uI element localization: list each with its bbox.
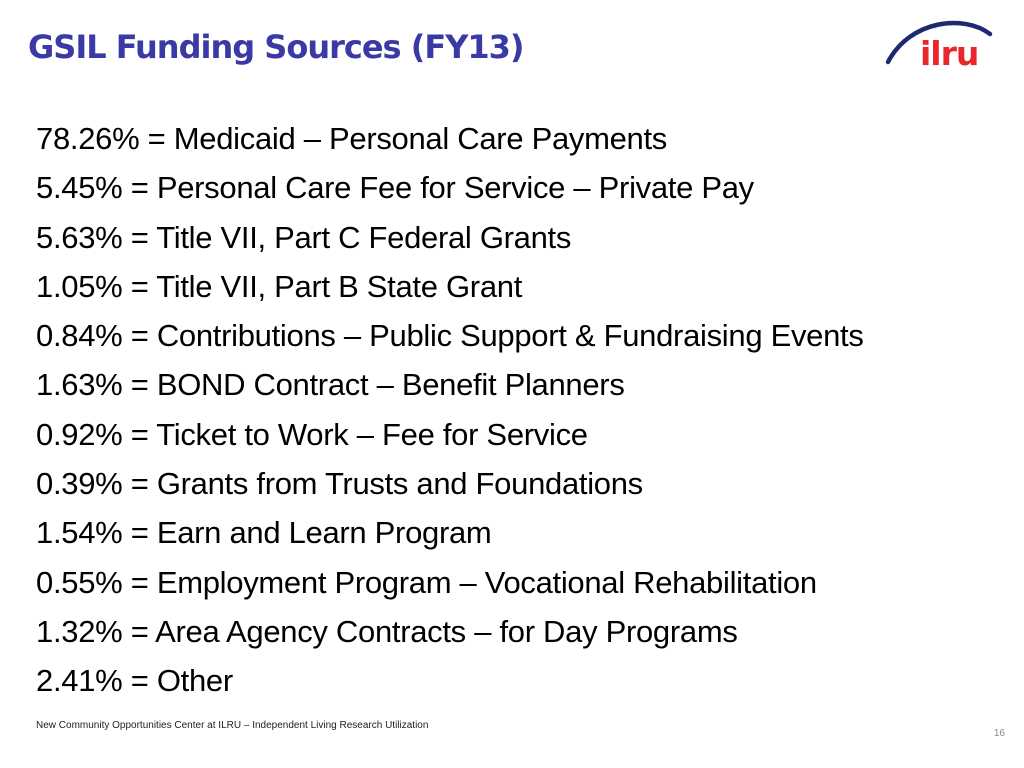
funding-source-name: Personal Care Fee for Service – Private Pay <box>156 170 754 206</box>
funding-source-item <box>36 607 864 656</box>
funding-source-name: Grants from Trusts and Foundations <box>156 466 643 502</box>
funding-percent: 1.54% <box>36 515 123 551</box>
funding-percent: 0.84% <box>36 318 123 354</box>
equals-separator: = <box>122 663 157 699</box>
funding-percent: 1.32% <box>36 613 123 649</box>
funding-source-name: Contributions – Public Support & Fundraising Events <box>156 318 864 354</box>
funding-source-item <box>36 262 864 311</box>
funding-source-item <box>36 656 864 705</box>
funding-percent: 5.63% <box>36 219 123 255</box>
funding-source-item <box>36 508 864 557</box>
funding-percent: 2.41% <box>36 663 123 699</box>
ilru-logo-icon <box>884 12 994 76</box>
equals-separator: = <box>122 170 157 206</box>
equals-separator: = <box>122 416 157 452</box>
funding-source-name: Title VII, Part C Federal Grants <box>156 219 572 255</box>
equals-separator: = <box>122 564 157 600</box>
equals-separator: = <box>122 219 157 255</box>
funding-source-item <box>36 163 864 212</box>
slide-title: GSIL Funding Sources (FY13) <box>28 28 524 66</box>
funding-source-name: Employment Program – Vocational Rehabilitation <box>156 564 817 600</box>
logo-wordmark: ilru <box>920 34 979 73</box>
funding-source-item <box>36 114 864 163</box>
funding-percent: 5.45% <box>36 170 123 206</box>
funding-percent: 0.92% <box>36 416 123 452</box>
funding-source-name: Title VII, Part B State Grant <box>156 268 523 304</box>
funding-percent: 1.05% <box>36 268 123 304</box>
funding-percent: 0.39% <box>36 466 123 502</box>
funding-source-item <box>36 360 864 409</box>
funding-source-item <box>36 213 864 262</box>
funding-source-name: BOND Contract – Benefit Planners <box>156 367 625 403</box>
page-number: 16 <box>993 728 1005 739</box>
equals-separator: = <box>122 466 157 502</box>
equals-separator: = <box>139 121 174 156</box>
funding-source-item <box>36 558 864 607</box>
funding-source-name: Ticket to Work – Fee for Service <box>156 416 588 452</box>
equals-separator: = <box>122 613 156 649</box>
funding-percent: 0.55% <box>36 564 123 600</box>
funding-source-item <box>36 459 864 508</box>
equals-separator: = <box>122 367 157 403</box>
funding-sources-list <box>36 114 864 706</box>
funding-source-item <box>36 410 864 459</box>
equals-separator: = <box>122 318 157 354</box>
funding-source-name: Medicaid – Personal Care Payments <box>173 121 668 156</box>
funding-source-name: Other <box>156 663 233 699</box>
funding-percent: 78.26% <box>36 121 140 156</box>
funding-source-name: Area Agency Contracts – for Day Programs <box>155 613 738 649</box>
funding-percent: 1.63% <box>36 367 123 403</box>
funding-source-name: Earn and Learn Program <box>156 515 492 551</box>
equals-separator: = <box>122 515 157 551</box>
funding-source-item <box>36 311 864 360</box>
slide-footer: New Community Opportunities Center at ILRU – Independent Living Research Utilization <box>36 720 429 731</box>
equals-separator: = <box>122 268 157 304</box>
